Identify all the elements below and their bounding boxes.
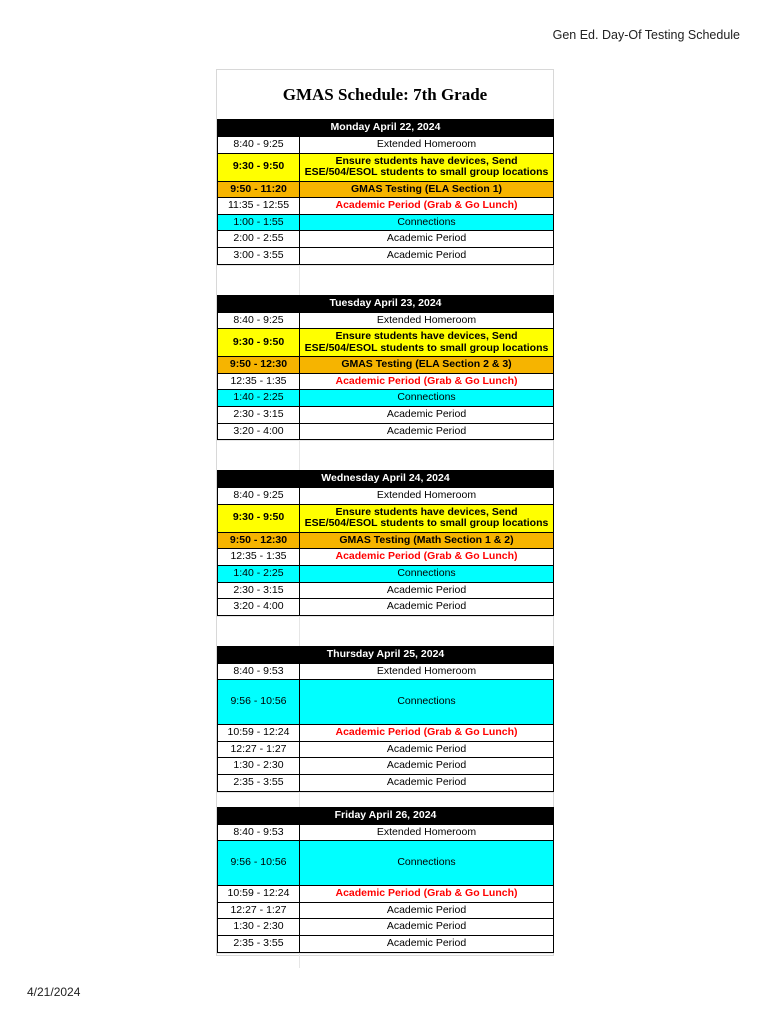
activity-cell: Ensure students have devices, Send ESE/504/ESOL students to small group locations [300, 504, 554, 532]
blank-spacer-row [217, 792, 553, 807]
time-cell: 2:35 - 3:55 [218, 936, 300, 953]
day-table [217, 295, 554, 441]
blank-spacer-row [217, 265, 553, 295]
activity-cell: Academic Period (Grab & Go Lunch) [300, 198, 554, 215]
activity-cell: Ensure students have devices, Send ESE/504/ESOL students to small group locations [300, 329, 554, 357]
time-cell: 12:27 - 1:27 [218, 741, 300, 758]
time-cell: 2:35 - 3:55 [218, 775, 300, 792]
activity-cell: Extended Homeroom [300, 663, 554, 680]
day-heading-row [218, 295, 554, 312]
schedule-row [218, 214, 554, 231]
day-heading: Friday April 26, 2024 [218, 807, 554, 824]
time-cell: 9:30 - 9:50 [218, 329, 300, 357]
time-cell: 9:50 - 12:30 [218, 357, 300, 374]
activity-cell: Connections [300, 680, 554, 725]
schedule-row [218, 532, 554, 549]
activity-cell: Extended Homeroom [300, 137, 554, 154]
schedule-title: GMAS Schedule: 7th Grade [282, 85, 488, 104]
day-heading: Wednesday April 24, 2024 [218, 471, 554, 488]
time-cell: 1:40 - 2:25 [218, 565, 300, 582]
activity-cell: Academic Period [300, 775, 554, 792]
activity-cell: Academic Period [300, 902, 554, 919]
schedule-row [218, 582, 554, 599]
time-cell: 12:35 - 1:35 [218, 373, 300, 390]
time-cell: 9:30 - 9:50 [218, 504, 300, 532]
time-cell: 9:56 - 10:56 [218, 841, 300, 886]
time-cell: 2:30 - 3:15 [218, 406, 300, 423]
activity-cell: Academic Period [300, 741, 554, 758]
footer-date: 4/21/2024 [27, 985, 81, 999]
activity-cell: Academic Period [300, 599, 554, 616]
schedule-row [218, 373, 554, 390]
day-heading: Monday April 22, 2024 [218, 120, 554, 137]
schedule-row [218, 329, 554, 357]
schedule-row [218, 565, 554, 582]
schedule-row [218, 841, 554, 886]
day-heading-row [218, 471, 554, 488]
schedule-row [218, 390, 554, 407]
day-table [217, 807, 554, 953]
time-cell: 1:00 - 1:55 [218, 214, 300, 231]
time-cell: 8:40 - 9:25 [218, 137, 300, 154]
schedule-row [218, 549, 554, 566]
activity-cell: GMAS Testing (ELA Section 1) [300, 181, 554, 198]
schedule-row [218, 680, 554, 725]
activity-cell: GMAS Testing (ELA Section 2 & 3) [300, 357, 554, 374]
time-cell: 8:40 - 9:25 [218, 488, 300, 505]
schedule-row [218, 488, 554, 505]
activity-cell: Academic Period (Grab & Go Lunch) [300, 549, 554, 566]
time-cell: 8:40 - 9:53 [218, 824, 300, 841]
day-heading-row [218, 807, 554, 824]
time-cell: 9:50 - 12:30 [218, 532, 300, 549]
schedule-row [218, 504, 554, 532]
schedule-row [218, 775, 554, 792]
blank-spacer-row [217, 616, 553, 646]
activity-cell: Academic Period (Grab & Go Lunch) [300, 725, 554, 742]
activity-cell: Academic Period [300, 406, 554, 423]
time-cell: 3:00 - 3:55 [218, 247, 300, 264]
activity-cell: GMAS Testing (Math Section 1 & 2) [300, 532, 554, 549]
blank-spacer-row [217, 953, 553, 968]
schedule-row [218, 758, 554, 775]
time-cell: 2:00 - 2:55 [218, 231, 300, 248]
time-cell: 3:20 - 4:00 [218, 599, 300, 616]
time-cell: 9:56 - 10:56 [218, 680, 300, 725]
time-cell: 11:35 - 12:55 [218, 198, 300, 215]
blank-spacer-row [217, 440, 553, 470]
time-cell: 12:35 - 1:35 [218, 549, 300, 566]
schedule-row [218, 902, 554, 919]
activity-cell: Extended Homeroom [300, 488, 554, 505]
activity-cell: Connections [300, 214, 554, 231]
schedule-row [218, 725, 554, 742]
time-cell: 8:40 - 9:25 [218, 312, 300, 329]
time-cell: 12:27 - 1:27 [218, 902, 300, 919]
schedule-row [218, 599, 554, 616]
schedule-row [218, 198, 554, 215]
activity-cell: Academic Period (Grab & Go Lunch) [300, 886, 554, 903]
schedule-row [218, 423, 554, 440]
time-cell: 1:30 - 2:30 [218, 758, 300, 775]
time-cell: 3:20 - 4:00 [218, 423, 300, 440]
schedule-row [218, 181, 554, 198]
schedule-row [218, 919, 554, 936]
schedule-row [218, 357, 554, 374]
time-cell: 1:30 - 2:30 [218, 919, 300, 936]
schedule-row [218, 247, 554, 264]
schedule-row [218, 741, 554, 758]
activity-cell: Extended Homeroom [300, 824, 554, 841]
activity-cell: Academic Period [300, 919, 554, 936]
day-heading-row [218, 120, 554, 137]
activity-cell: Connections [300, 390, 554, 407]
time-cell: 2:30 - 3:15 [218, 582, 300, 599]
schedule-row [218, 936, 554, 953]
schedule-row [218, 312, 554, 329]
time-cell: 10:59 - 12:24 [218, 886, 300, 903]
activity-cell: Connections [300, 841, 554, 886]
time-cell: 10:59 - 12:24 [218, 725, 300, 742]
activity-cell: Connections [300, 565, 554, 582]
activity-cell: Academic Period [300, 758, 554, 775]
time-cell: 9:50 - 11:20 [218, 181, 300, 198]
document-header-title: Gen Ed. Day-Of Testing Schedule [552, 28, 740, 42]
day-heading-row [218, 646, 554, 663]
time-cell: 9:30 - 9:50 [218, 153, 300, 181]
activity-cell: Academic Period [300, 231, 554, 248]
time-cell: 8:40 - 9:53 [218, 663, 300, 680]
day-tables [217, 119, 553, 968]
day-table [217, 119, 554, 265]
activity-cell: Academic Period [300, 247, 554, 264]
day-table [217, 646, 554, 792]
activity-cell: Extended Homeroom [300, 312, 554, 329]
activity-cell: Academic Period [300, 582, 554, 599]
schedule-row [218, 137, 554, 154]
schedule-sheet [216, 69, 554, 956]
activity-cell: Academic Period [300, 936, 554, 953]
activity-cell: Academic Period (Grab & Go Lunch) [300, 373, 554, 390]
day-heading: Tuesday April 23, 2024 [218, 295, 554, 312]
day-table [217, 470, 554, 616]
activity-cell: Academic Period [300, 423, 554, 440]
schedule-row [218, 824, 554, 841]
time-cell: 1:40 - 2:25 [218, 390, 300, 407]
schedule-row [218, 153, 554, 181]
schedule-row [218, 663, 554, 680]
day-heading: Thursday April 25, 2024 [218, 646, 554, 663]
activity-cell: Ensure students have devices, Send ESE/504/ESOL students to small group locations [300, 153, 554, 181]
schedule-row [218, 406, 554, 423]
schedule-row [218, 886, 554, 903]
schedule-row [218, 231, 554, 248]
